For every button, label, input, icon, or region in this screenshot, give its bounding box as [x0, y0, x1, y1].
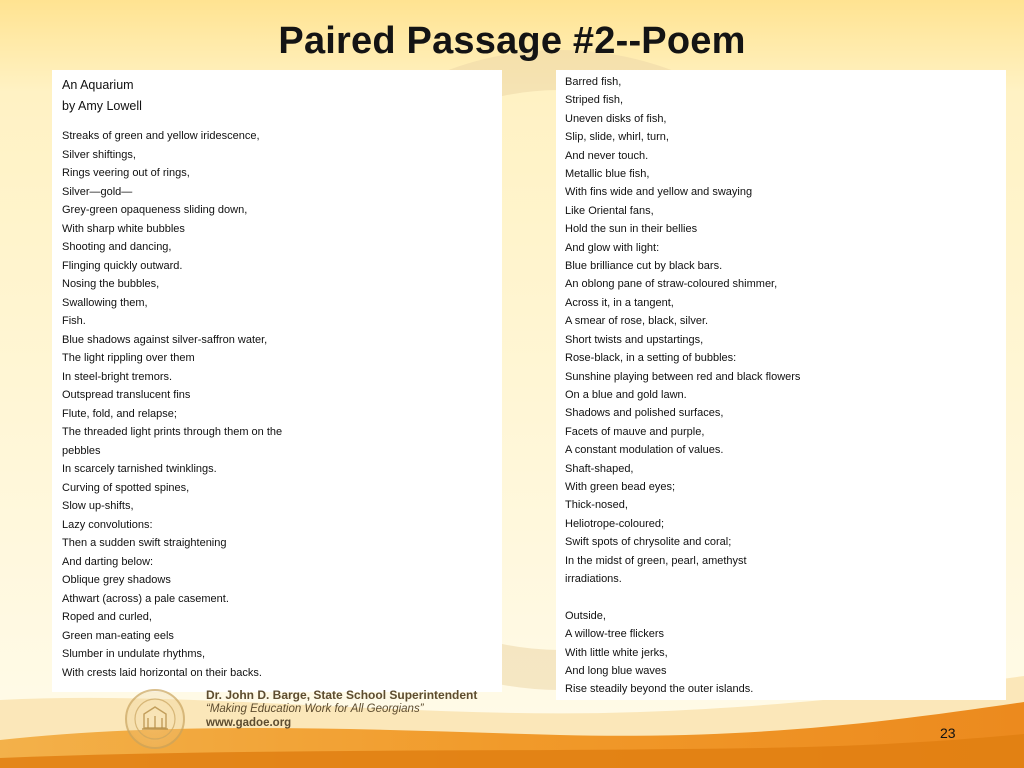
poem-line: And never touch.	[565, 149, 649, 162]
poem-line: Flute, fold, and relapse;	[62, 407, 177, 420]
poem-line: irradiations.	[565, 572, 622, 585]
poem-line: Slumber in undulate rhythms,	[62, 648, 206, 660]
poem-line: Rise steadily beyond the outer islands.	[565, 683, 754, 696]
poem-line: Silver shiftings,	[62, 148, 136, 161]
poem-line: Lazy convolutions:	[62, 518, 153, 531]
poem-line: Green man-eating eels	[62, 629, 174, 642]
left-poem-panel	[52, 70, 502, 692]
poem-line: Curving of spotted spines,	[62, 481, 190, 494]
poem-line: Swallowing them,	[62, 296, 148, 309]
poem-line: Heliotrope-coloured;	[565, 517, 665, 530]
poem-line: Then a sudden swift straightening	[62, 537, 227, 549]
poem-line: And darting below:	[62, 555, 154, 568]
poem-line: Facets of mauve and purple,	[565, 425, 705, 438]
poem-line: Shaft-shaped,	[565, 462, 634, 475]
poem-line: Shadows and polished surfaces,	[565, 407, 724, 420]
poem-line: With crests laid horizontal on their backs.	[62, 666, 262, 679]
poem-line: Uneven disks of fish,	[565, 112, 667, 125]
poem-line: Nosing the bubbles,	[62, 278, 160, 290]
poem-line: Silver—gold—	[62, 185, 133, 198]
poem-line: Shooting and dancing,	[62, 241, 172, 253]
right-poem-panel	[556, 70, 1006, 700]
poem-line: On a blue and gold lawn.	[565, 388, 687, 401]
poem-line: Rose-black, in a setting of bubbles:	[565, 352, 737, 365]
poem-line: In scarcely tarnished twinklings.	[62, 463, 217, 475]
poem-line: Fish.	[62, 315, 86, 327]
page-number: 23	[940, 725, 956, 741]
poem-line: With fins wide and yellow and swaying	[565, 186, 753, 199]
poem-line: In the midst of green, pearl, amethyst	[565, 554, 747, 567]
poem-line: Slip, slide, whirl, turn,	[565, 131, 669, 144]
poem-line: Outspread translucent fins	[62, 389, 191, 401]
poem-line: Oblique grey shadows	[62, 574, 171, 586]
poem-line: Barred fish,	[565, 76, 622, 88]
poem-title: An Aquarium	[62, 78, 134, 92]
poem-line: Rings veering out of rings,	[62, 167, 190, 179]
poem-line: The threaded light prints through them on the pebbles	[62, 426, 283, 457]
poem-line: Metallic blue fish,	[565, 168, 650, 181]
footer-credits	[206, 688, 477, 730]
poem-line: Flinging quickly outward.	[62, 259, 183, 272]
poem-line: With little white jerks,	[565, 646, 668, 659]
slide-title: Paired Passage #2--Poem	[278, 20, 746, 62]
footer-superintendent: Dr. John D. Barge, State School Superintendent	[206, 688, 478, 702]
poem-line: A willow-tree flickers	[565, 628, 665, 641]
poem-line: With sharp white bubbles	[62, 222, 185, 235]
poem-line: Hold the sun in their bellies	[565, 223, 698, 236]
georgia-doe-seal-icon	[124, 688, 186, 750]
poem-line: With green bead eyes;	[565, 480, 676, 493]
poem-line: The light rippling over them	[62, 352, 195, 364]
poem-line: Sunshine playing between red and black flowers	[565, 370, 801, 383]
poem-line: Thick-nosed,	[565, 499, 628, 512]
poem-line: Short twists and upstartings,	[565, 333, 704, 346]
right-poem-text	[565, 73, 800, 699]
poem-line: Swift spots of chrysolite and coral;	[565, 536, 732, 549]
poem-line: Blue shadows against silver-saffron water,	[62, 333, 268, 346]
footer-website[interactable]: www.gadoe.org	[206, 717, 292, 729]
poem-line: Athwart (across) a pale casement.	[62, 592, 229, 605]
poem-line: An oblong pane of straw-coloured shimmer,	[565, 278, 778, 291]
poem-line: Outside,	[565, 609, 606, 622]
poem-line: Striped fish,	[565, 94, 624, 107]
poem-line: Blue brilliance cut by black bars.	[565, 260, 723, 273]
poem-line: A constant modulation of values.	[565, 444, 724, 457]
poem-line: Like Oriental fans,	[565, 204, 654, 217]
poem-line: And long blue waves	[565, 664, 667, 677]
poem-line: Roped and curled,	[62, 611, 152, 623]
poem-line: And glow with light:	[565, 241, 660, 254]
poem-line: In steel-bright tremors.	[62, 370, 173, 383]
footer-motto: “Making Education Work for All Georgians”	[206, 703, 424, 715]
poem-line: Slow up-shifts,	[62, 500, 134, 512]
poem-line: Grey-green opaqueness sliding down,	[62, 204, 248, 216]
poem-line: Across it, in a tangent,	[565, 296, 674, 309]
poem-line: A smear of rose, black, silver.	[565, 315, 709, 328]
left-poem-text	[62, 75, 322, 682]
stanza-break	[565, 588, 800, 606]
poem-author: by Amy Lowell	[62, 99, 142, 113]
poem-line: Streaks of green and yellow iridescence,	[62, 130, 260, 142]
